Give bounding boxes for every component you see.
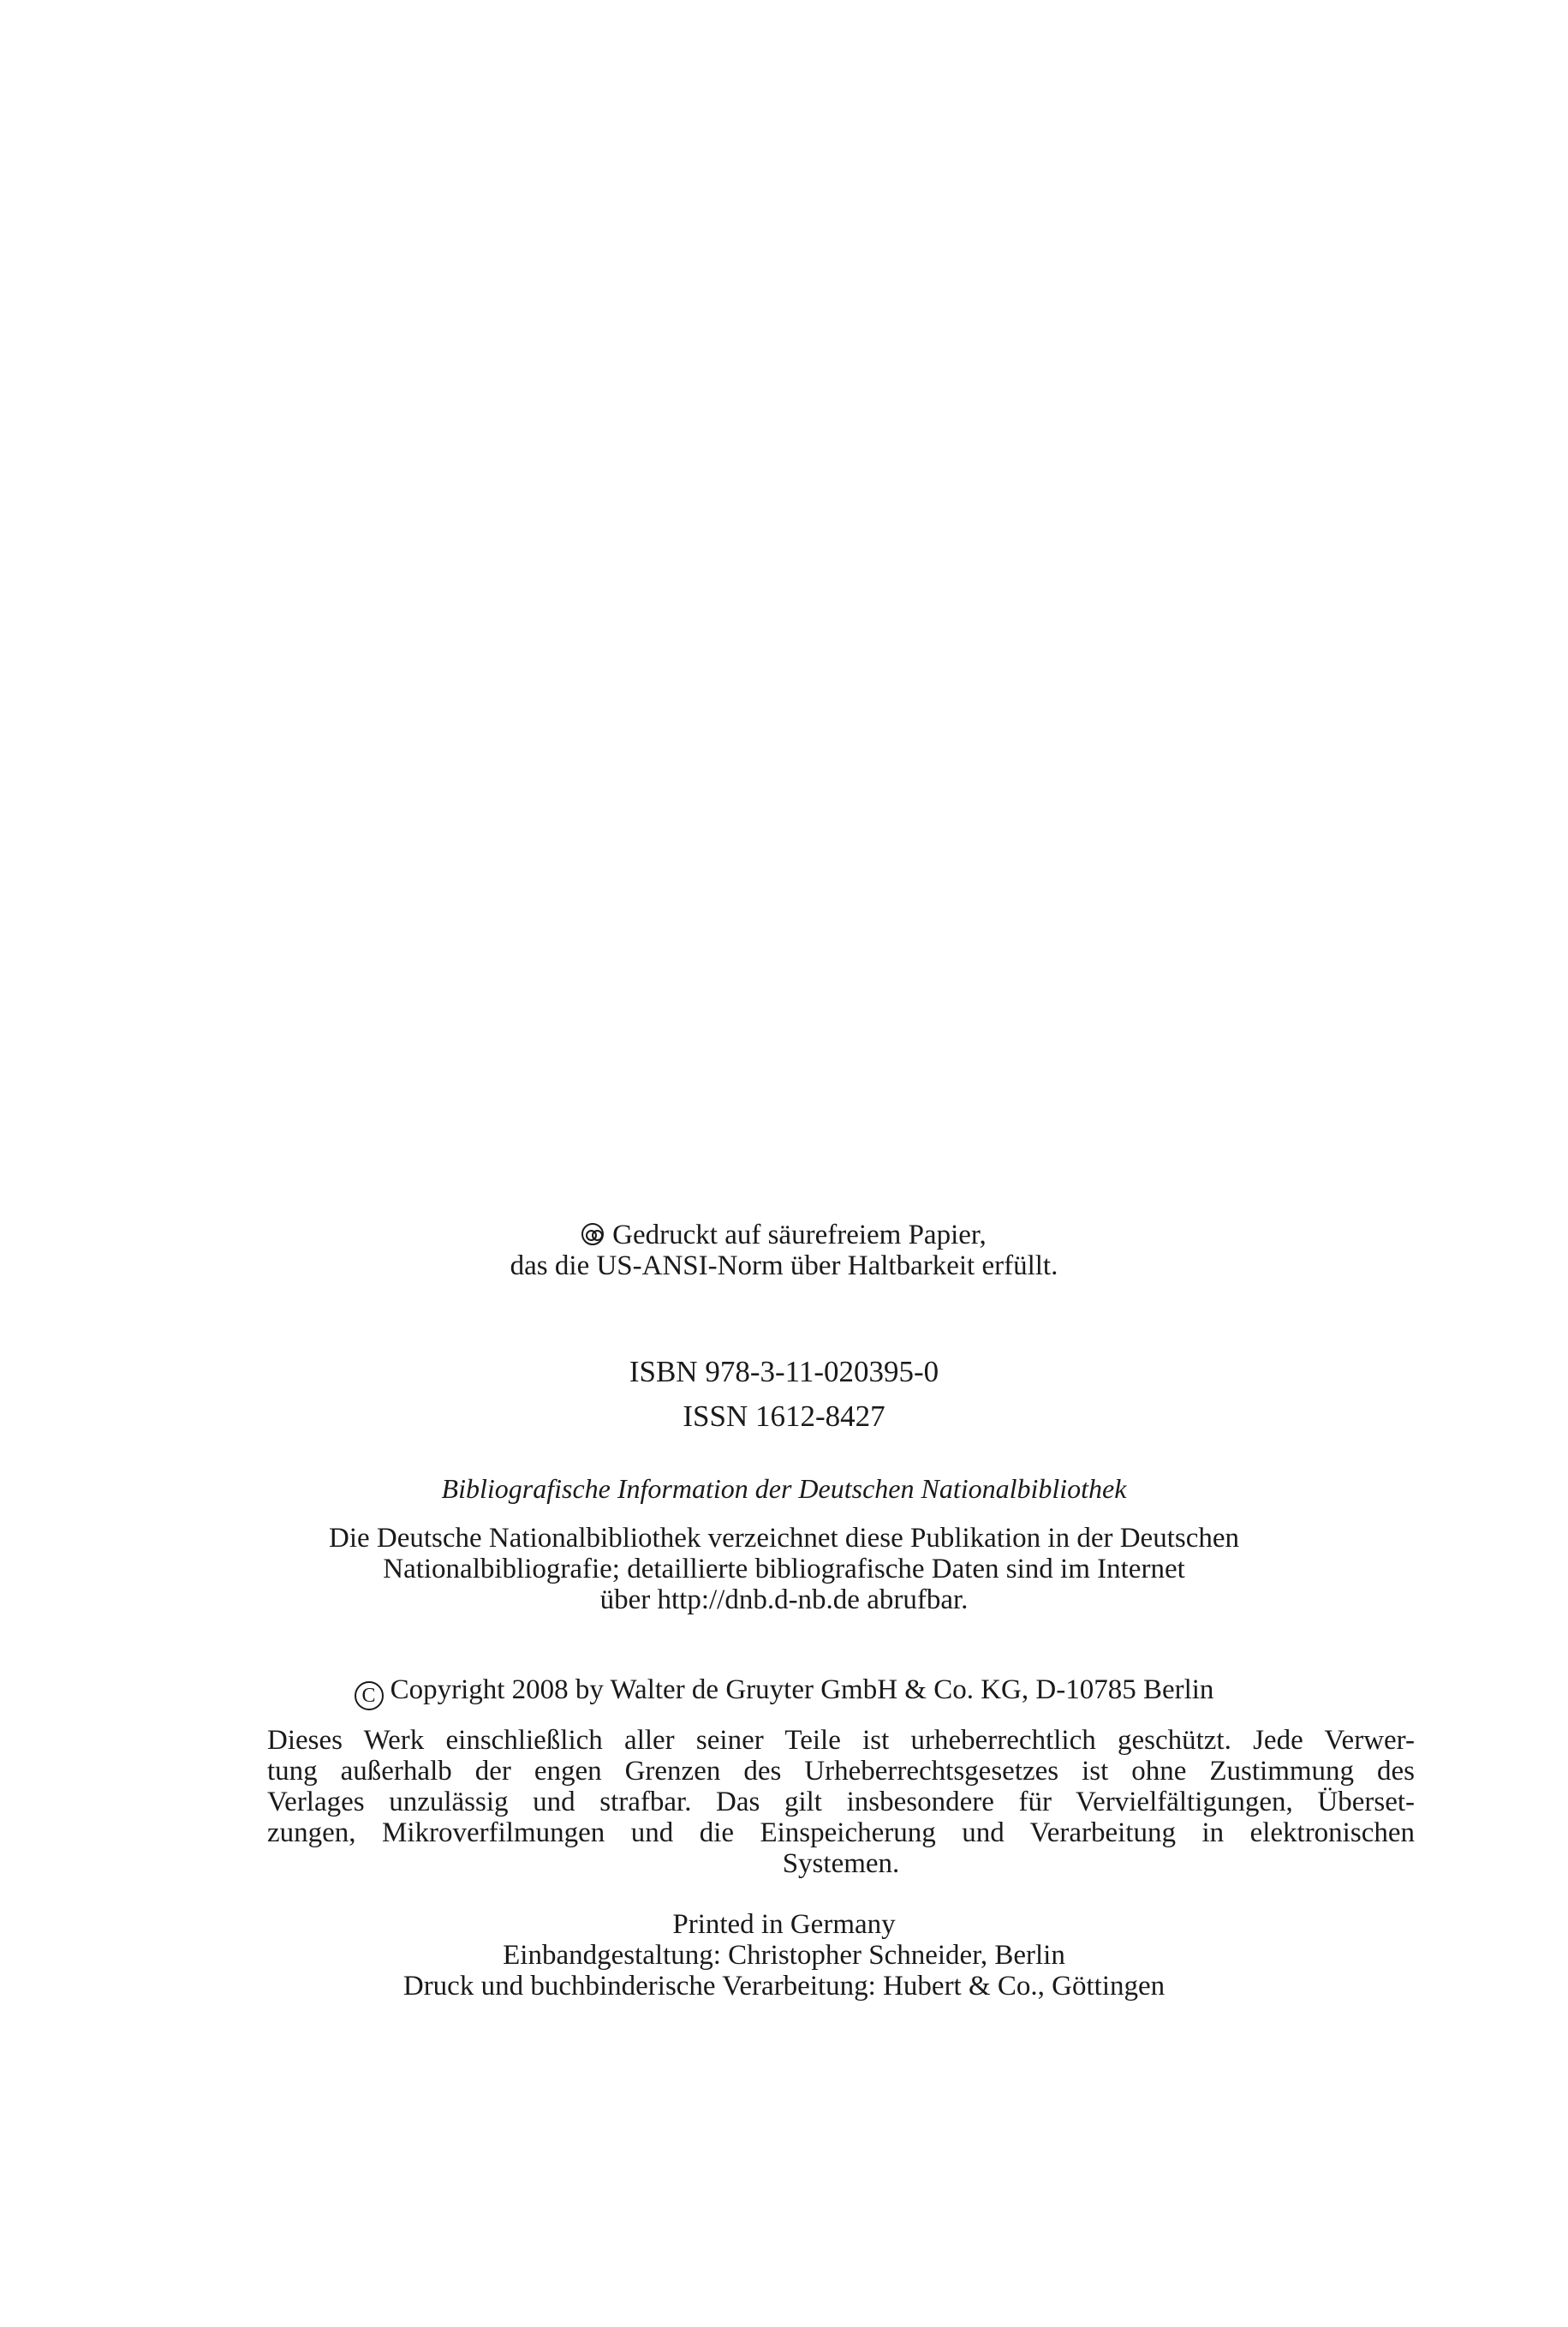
issn: ISSN 1612-8427 bbox=[683, 1399, 885, 1433]
legal-line: tung außerhalb der engen Grenzen des Urheberrechtsgesetzes ist ohne Zustimmung des bbox=[267, 1756, 1415, 1787]
paper-notice-line-1 bbox=[0, 1220, 1568, 1250]
bibliographic-line: Die Deutsche Nationalbibliothek verzeichnet diese Publikation in der Deutschen bbox=[328, 1523, 1239, 1554]
isbn: ISBN 978-3-11-020395-0 bbox=[629, 1355, 939, 1388]
bibliographic-heading: Bibliografische Information der Deutschen Nationalbibliothek bbox=[441, 1473, 1127, 1504]
bibliographic-heading-block bbox=[0, 1473, 1568, 1504]
copyright-text: Copyright 2008 by Walter de Gruyter GmbH & Co. KG, D-10785 Berlin bbox=[390, 1674, 1214, 1705]
bibliographic-line: Nationalbibliografie; detaillierte bibliografische Daten sind im Internet bbox=[383, 1554, 1185, 1584]
printing-credit: Druck und buchbinderische Verarbeitung: Hubert & Co., Göttingen bbox=[402, 1971, 1166, 2002]
legal-notice bbox=[267, 1725, 1415, 1879]
cover-design: Einbandgestaltung: Christopher Schneider, Berlin bbox=[503, 1940, 1065, 1971]
legal-line: Verlages unzulässig und strafbar. Das gilt insbesondere für Vervielfältigungen, Überset- bbox=[267, 1787, 1415, 1817]
legal-line: zungen, Mikroverfilmungen und die Einspeicherung und Verarbeitung in elektronischen bbox=[267, 1817, 1415, 1848]
copyright-icon: C bbox=[355, 1681, 384, 1710]
imprint bbox=[0, 1909, 1568, 2002]
copyright-line bbox=[0, 1674, 1568, 1710]
identifiers bbox=[0, 1350, 1568, 1439]
legal-line: Systemen. bbox=[782, 1848, 900, 1879]
copyright-notice bbox=[0, 1674, 1568, 1710]
bibliographic-line: über http://dnb.d-nb.de abrufbar. bbox=[599, 1584, 969, 1615]
legal-line: Dieses Werk einschließlich aller seiner Teile ist urheberrechtlich geschützt. Jede Verwer- bbox=[267, 1725, 1415, 1756]
paper-notice-text-1: Gedruckt auf säurefreiem Papier, bbox=[612, 1220, 987, 1250]
bibliographic-text bbox=[0, 1523, 1568, 1615]
paper-notice bbox=[0, 1220, 1568, 1281]
paper-notice-line-2: das die US-ANSI-Norm über Haltbarkeit erfüllt. bbox=[510, 1250, 1058, 1281]
printed-in: Printed in Germany bbox=[672, 1909, 896, 1940]
acid-free-paper-icon bbox=[581, 1223, 604, 1245]
